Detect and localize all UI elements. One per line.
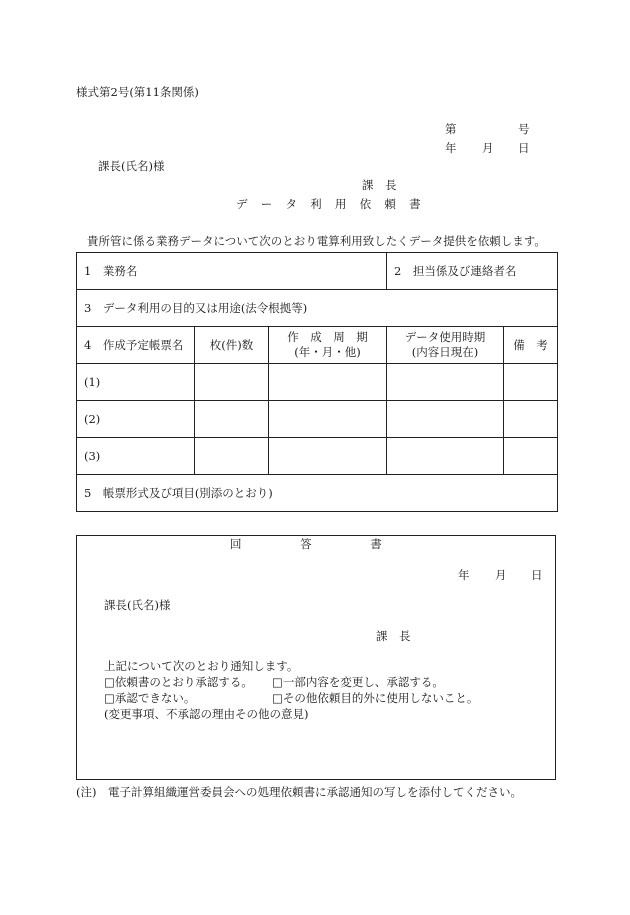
person-in-charge-field[interactable]: 2 担当係及び連絡者名 bbox=[387, 253, 558, 290]
row-label: (2) bbox=[77, 401, 195, 438]
option-reject[interactable]: □承認できない。 bbox=[104, 691, 196, 705]
date-month-label: 月 bbox=[482, 141, 494, 155]
table-row bbox=[77, 438, 558, 475]
changes-label: (変更事項、不承認の理由その他の意見) bbox=[104, 707, 309, 721]
table-row bbox=[77, 364, 558, 401]
remarks-cell[interactable] bbox=[504, 364, 558, 401]
period-cell[interactable] bbox=[387, 364, 504, 401]
answer-addressee: 課長(氏名)様 bbox=[104, 598, 171, 612]
answer-title: 回答書 bbox=[230, 537, 441, 551]
form-number: 様式第2号(第11条関係) bbox=[76, 85, 199, 99]
col-count: 枚(件)数 bbox=[195, 327, 269, 364]
format-field[interactable]: 5 帳票形式及び項目(別添のとおり) bbox=[77, 475, 558, 512]
date-year-label: 年 bbox=[445, 141, 457, 155]
purpose-field[interactable]: 3 データ利用の目的又は用途(法令根拠等) bbox=[77, 290, 558, 327]
number-label-dai: 第 bbox=[445, 122, 457, 136]
col-cycle-line1: 作 成 周 期 bbox=[287, 330, 368, 345]
col-remarks: 備 考 bbox=[504, 327, 558, 364]
cycle-cell[interactable] bbox=[269, 401, 387, 438]
table-row bbox=[77, 401, 558, 438]
cycle-cell[interactable] bbox=[269, 364, 387, 401]
col-form-name: 4 作成予定帳票名 bbox=[77, 327, 195, 364]
answer-date-year: 年 bbox=[458, 568, 470, 582]
period-cell[interactable] bbox=[387, 438, 504, 475]
count-cell[interactable] bbox=[195, 438, 269, 475]
answer-sender: 課 長 bbox=[376, 629, 411, 643]
option-restrict-use[interactable]: □その他依頼目的外に使用しないこと。 bbox=[272, 691, 479, 705]
remarks-cell[interactable] bbox=[504, 438, 558, 475]
answer-date-day: 日 bbox=[531, 568, 543, 582]
col-cycle bbox=[269, 327, 387, 364]
col-cycle-line2: (年・月・他) bbox=[294, 345, 361, 359]
option-approve[interactable]: □依頼書のとおり承認する。 bbox=[104, 675, 253, 689]
row-label: (3) bbox=[77, 438, 195, 475]
number-label-go: 号 bbox=[518, 122, 530, 136]
answer-date-month: 月 bbox=[495, 568, 507, 582]
count-cell[interactable] bbox=[195, 364, 269, 401]
page-title: データ利用依頼書 bbox=[236, 197, 434, 211]
footnote: (注) 電子計算組織運営委員会への処理依頼書に承認通知の写しを添付してください。 bbox=[76, 785, 522, 799]
answer-notice: 上記について次のとおり通知します。 bbox=[104, 659, 299, 673]
remarks-cell[interactable] bbox=[504, 401, 558, 438]
col-period-line1: データ使用時期 bbox=[404, 330, 486, 345]
cycle-cell[interactable] bbox=[269, 438, 387, 475]
date-day-label: 日 bbox=[518, 141, 530, 155]
intro-text: 貴所管に係る業務データについて次のとおり電算利用致したくデータ提供を依頼します。 bbox=[87, 234, 546, 248]
request-table bbox=[76, 252, 558, 512]
period-cell[interactable] bbox=[387, 401, 504, 438]
addressee: 課長(氏名)様 bbox=[98, 159, 165, 173]
row-label: (1) bbox=[77, 364, 195, 401]
business-name-field[interactable]: 1 業務名 bbox=[77, 253, 387, 290]
count-cell[interactable] bbox=[195, 401, 269, 438]
option-approve-partial[interactable]: □一部内容を変更し、承認する。 bbox=[272, 675, 444, 689]
col-period bbox=[387, 327, 504, 364]
sender-title: 課 長 bbox=[362, 178, 397, 192]
col-period-line2: (内容日現在) bbox=[411, 345, 479, 359]
answer-box bbox=[76, 535, 556, 780]
